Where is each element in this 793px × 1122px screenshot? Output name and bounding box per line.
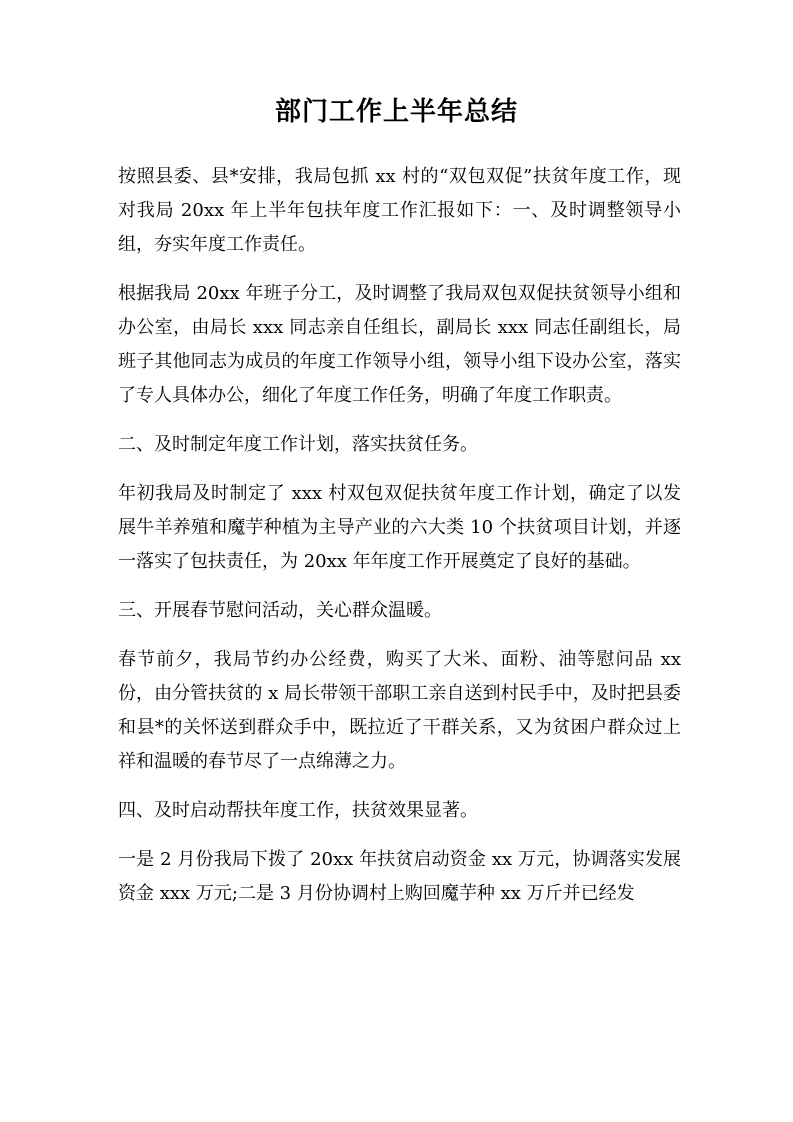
paragraph-intro: 按照县委、县*安排，我局包抓 xx 村的“双包双促”扶贫年度工作，现对我局 20xx 年上半年包扶年度工作汇报如下：一、及时调整领导小组，夯实年度工作责任。	[118, 166, 681, 255]
section-heading-results: 四、及时启动帮扶年度工作，扶贫效果显著。	[118, 800, 478, 821]
document-body	[118, 160, 681, 926]
document-title: 部门工作上半年总结	[274, 97, 518, 127]
paragraph-leadership: 根据我局 20xx 年班子分工，及时调整了我局双包双促扶贫领导小组和办公室，由局长 xxx 同志亲自任组长，副局长 xxx 同志任副组长，局班子其他同志为成员的年度工作领导小组，领导小组下设办公室，落实了专人具体办公，细化了年度工作任务，明确了年度工作职责。	[118, 283, 681, 406]
section-heading-festival: 三、开展春节慰问活动，关心群众温暖。	[118, 600, 442, 621]
paragraph-plan: 年初我局及时制定了 xxx 村双包双促扶贫年度工作计划，确定了以发展牛羊养殖和魔芋种植为主导产业的六大类 10 个扶贫项目计划，并逐一落实了包扶责任，为 20xx 年年度工作开展奠定了良好的基础。	[118, 483, 681, 572]
section-heading-plan: 二、及时制定年度工作计划，落实扶贫任务。	[118, 434, 478, 455]
paragraph-festival: 春节前夕，我局节约办公经费，购买了大米、面粉、油等慰问品 xx 份，由分管扶贫的 x 局长带领干部职工亲自送到村民手中，及时把县委和县*的关怀送到群众手中，既拉近了干群关系，又为贫困户群众过上祥和温暖的春节尽了一点绵薄之力。	[118, 649, 681, 772]
paragraph-results: 一是 2 月份我局下拨了 20xx 年扶贫启动资金 xx 万元，协调落实发展资金 xxx 万元;二是 3 月份协调村上购回魔芋种 xx 万斤并已经发	[118, 849, 681, 904]
